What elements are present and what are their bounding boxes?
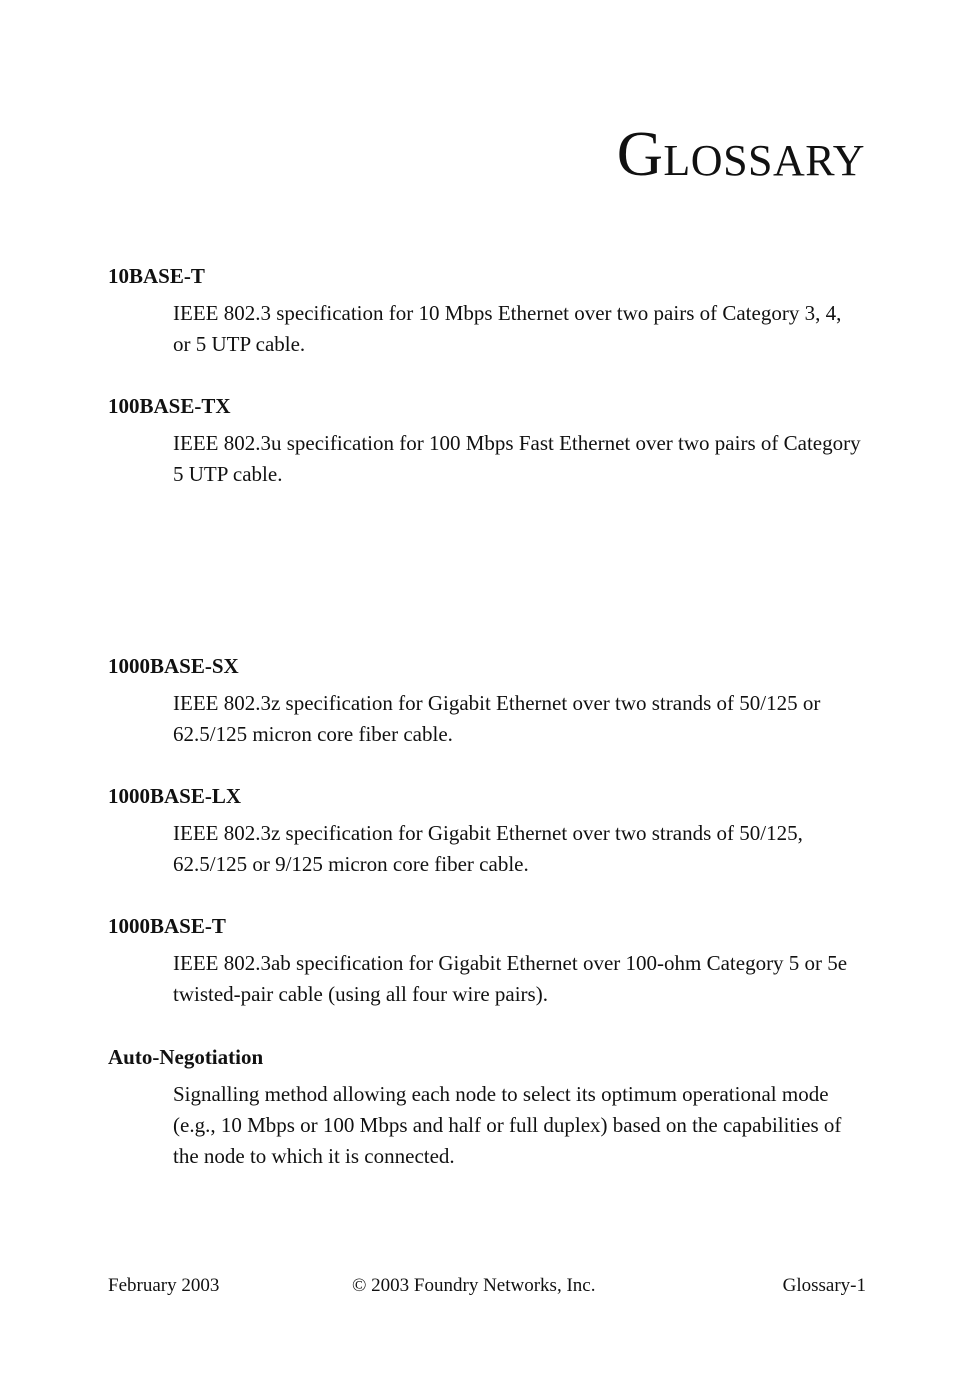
glossary-term: 1000BASE-T	[108, 914, 226, 938]
glossary-definition: Signalling method allowing each node to select its optimum operational mode (e.g., 10 Mbps or 100 Mbps and half or full duplex) based on the capabilities of the node to which it is connected.	[173, 1082, 842, 1168]
glossary-entry-100base-tx	[108, 392, 868, 490]
footer-page-number: Glossary-1	[782, 1275, 866, 1296]
glossary-definition: IEEE 802.3 specification for 10 Mbps Ethernet over two pairs of Category 3, 4, or 5 UTP cable.	[173, 301, 842, 356]
footer-date: February 2003	[108, 1275, 220, 1296]
glossary-entry-10base-t	[108, 262, 868, 360]
glossary-term: 1000BASE-SX	[108, 654, 239, 678]
page-title	[616, 118, 865, 189]
glossary-definition: IEEE 802.3ab specification for Gigabit Ethernet over 100-ohm Category 5 or 5e twisted-pair cable (using all four wire pairs).	[173, 951, 848, 1006]
glossary-definition: IEEE 802.3z specification for Gigabit Ethernet over two strands of 50/125 or 62.5/125 micron core fiber cable.	[173, 691, 821, 746]
footer-copyright: © 2003 Foundry Networks, Inc.	[352, 1275, 596, 1296]
glossary-term: 1000BASE-LX	[108, 784, 242, 808]
glossary-term: 10BASE-T	[108, 264, 205, 288]
title-rest: LOSSARY	[663, 136, 865, 185]
glossary-definition: IEEE 802.3z specification for Gigabit Ethernet over two strands of 50/125, 62.5/125 or 9/125 micron core fiber cable.	[173, 821, 803, 876]
glossary-entry-1000base-lx	[108, 782, 868, 880]
glossary-entry-auto-negotiation	[108, 1043, 868, 1172]
glossary-entry-1000base-sx	[108, 652, 868, 750]
glossary-entry-1000base-t	[108, 912, 868, 1010]
glossary-term: 100BASE-TX	[108, 394, 231, 418]
glossary-term: Auto-Negotiation	[108, 1045, 264, 1069]
glossary-definition: IEEE 802.3u specification for 100 Mbps Fast Ethernet over two pairs of Category 5 UTP cable.	[173, 431, 861, 486]
title-initial: G	[616, 118, 664, 189]
